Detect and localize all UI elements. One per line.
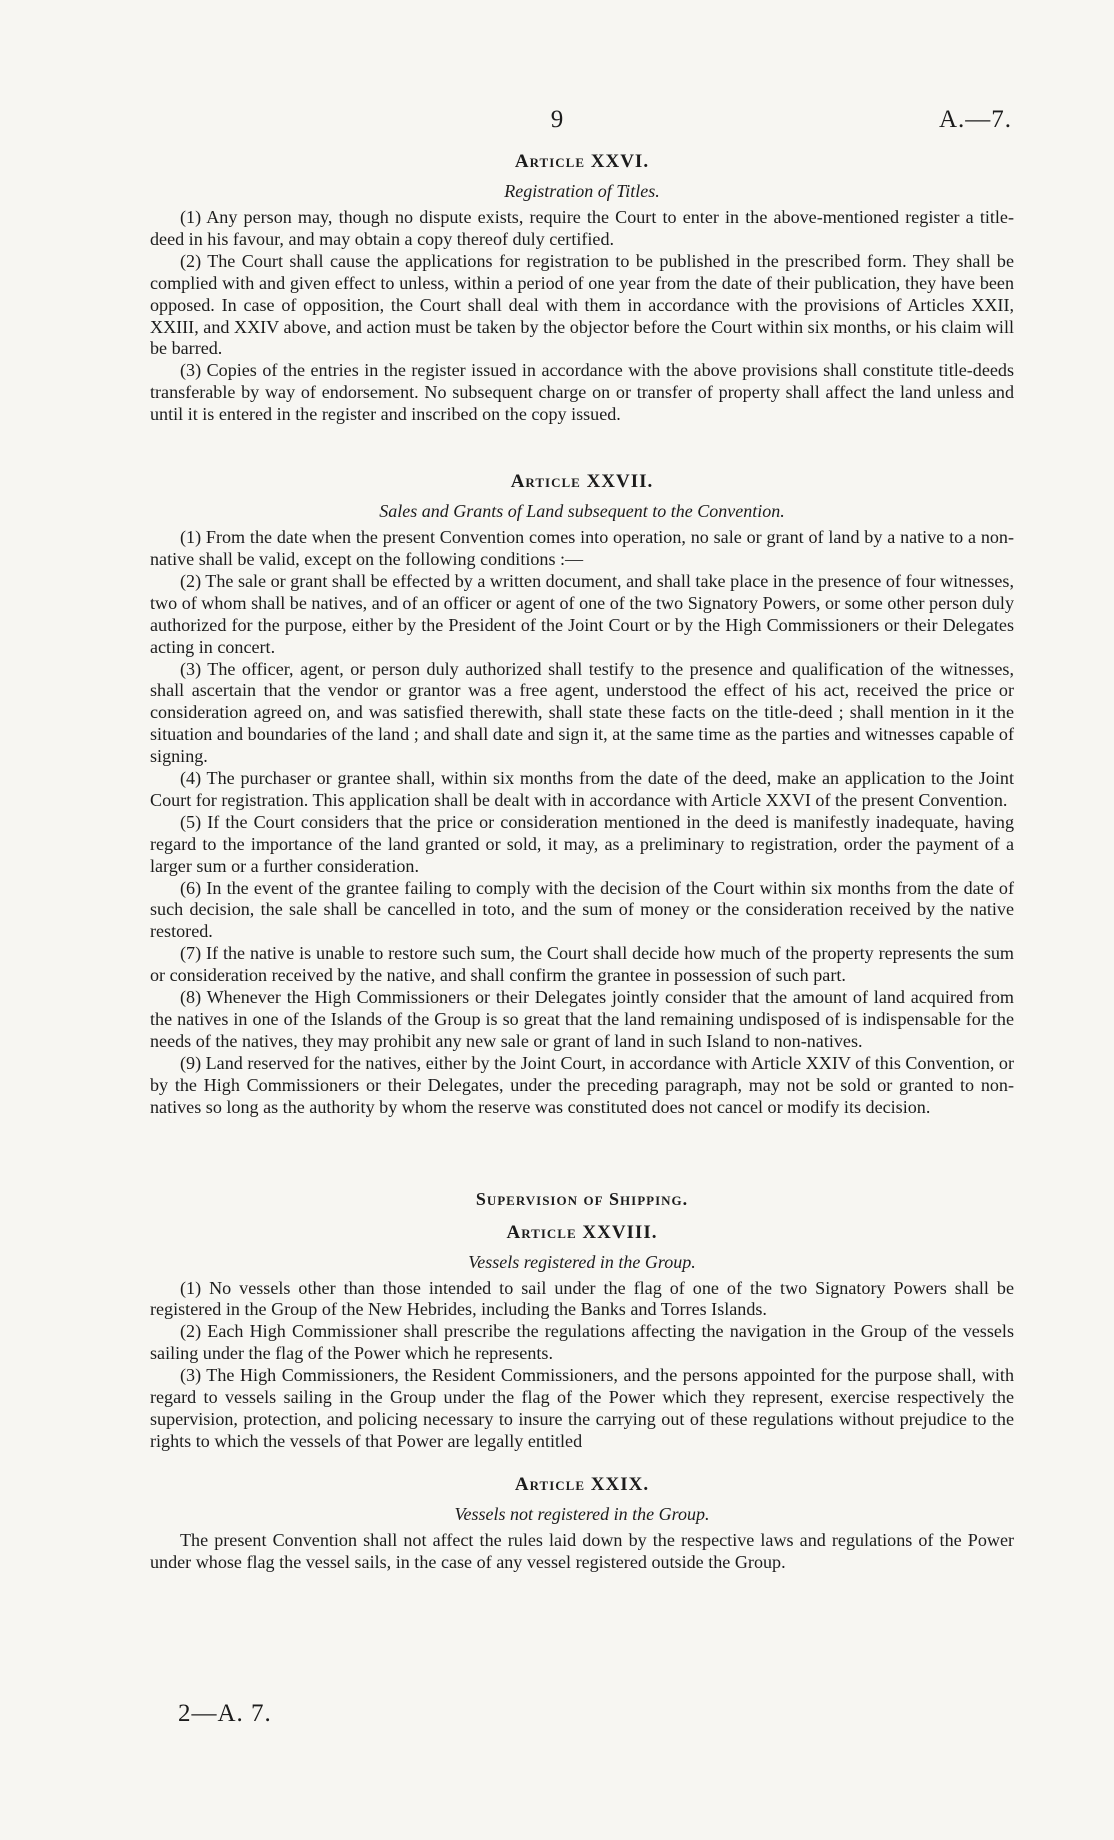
article-27-para-1: (1) From the date when the present Convention comes into operation, no sale or grant of land by a native to a non-native shall be valid, except on the following conditions :— <box>150 527 1014 569</box>
article-26 <box>150 150 1014 426</box>
page-header <box>0 106 1114 136</box>
article-27-para-8: (8) Whenever the High Commissioners or their Delegates jointly consider that the amount of land acquired from the natives in one of the Islands of the Group is so great that the land remaining undisposed of is indispensable for the needs of the natives, they may prohibit any new sale or grant of land in such Island to non-natives. <box>150 987 1014 1051</box>
article-27-para-2: (2) The sale or grant shall be effected by a written document, and shall take place in the presence of four witnesses, two of whom shall be natives, and of an officer or agent of one of the two Signatory Powers, or some other person duly authorized for the purpose, either by the President of the Joint Court or by the High Commissioners or their Delegates acting in concert. <box>150 570 1014 657</box>
article-title: Article XXVI. <box>514 151 650 172</box>
article-title: Article XXVII. <box>510 471 654 493</box>
article-28-para-1: (1) No vessels other than those intended to sail under the flag of one of the two Signatory Powers shall be registered in the Group of the New Hebrides, including the Banks and Torres Islands. <box>150 1277 1014 1320</box>
article-title: Article XXVIII. <box>506 1221 658 1243</box>
article-subtitle: Vessels registered in the Group. <box>468 1251 696 1272</box>
article-27-para-4: (4) The purchaser or grantee shall, within six months from the date of the deed, make an application to the Joint Court for registration. This application shall be dealt with in accordance with Article XXVI of the present Convention. <box>150 768 1014 810</box>
supervision-of-shipping <box>150 1187 1014 1574</box>
article-title: Article XXIX. <box>514 1473 650 1495</box>
article-27-para-6: (6) In the event of the grantee failing to comply with the decision of the Court within six months from the date of such decision, the sale shall be cancelled in toto, and the sum of money or the consideration received by the native restored. <box>150 877 1014 942</box>
series-reference: A.—7. <box>938 106 1012 133</box>
article-26-para-1: (1) Any person may, though no dispute exists, require the Court to enter in the above-mentioned register a title-deed in his favour, and may obtain a copy thereof duly certified. <box>150 207 1014 249</box>
article-26-para-3: (3) Copies of the entries in the register issued in accordance with the above provisions shall constitute title-deeds transferable by way of endorsement. No subsequent charge on or transfer of property shall affect the land unless and until it is entered in the register and inscribed on the copy issued. <box>150 360 1014 425</box>
article-28-para-2: (2) Each High Commissioner shall prescribe the regulations affecting the navigation in the Group of the vessels sailing under the flag of the Power which he represents. <box>150 1321 1014 1364</box>
article-subtitle: Sales and Grants of Land subsequent to the Convention. <box>379 501 785 522</box>
article-subtitle: Vessels not registered in the Group. <box>454 1503 710 1524</box>
article-27-para-5: (5) If the Court considers that the price or consideration mentioned in the deed is manifestly inadequate, having regard to the importance of the land granted or sold, it may, as a preliminary to registration, order the payment of a larger sum or a further consideration. <box>150 811 1014 876</box>
article-29-para-1: The present Convention shall not affect the rules laid down by the respective laws and regulations of the Power under whose flag the vessel sails, in the case of any vessel registered outside the Group. <box>150 1529 1014 1572</box>
page-number: 9 <box>550 106 564 133</box>
article-subtitle: Registration of Titles. <box>504 181 660 201</box>
article-27-para-3: (3) The officer, agent, or person duly authorized shall testify to the presence and qualification of the witnesses, shall ascertain that the vendor or grantor was a free agent, understood the effect of his act, received the price or consideration agreed on, and was satisfied therewith, shall state these facts on the title-deed ; shall mention in it the situation and boundaries of the land ; and shall date and sign it, at the same time as the parties and witnesses capable of signing. <box>150 658 1014 767</box>
article-27-para-7: (7) If the native is unable to restore such sum, the Court shall decide how much of the property represents the sum or consideration received by the native, and shall confirm the grantee in possession of such part. <box>150 943 1014 986</box>
footer-series-reference: 2—A. 7. <box>178 1700 272 1727</box>
article-26-para-2: (2) The Court shall cause the applications for registration to be published in the prescribed form. They shall be complied with and given effect to unless, within a period of one year from the date of their publication, they have been opposed. In case of opposition, the Court shall deal with them in accordance with the provisions of Articles XXII, XXIII, and XXIV above, and action must be taken by the objector before the Court within six months, or his claim will be barred. <box>150 250 1014 359</box>
document-body <box>150 150 1014 1574</box>
article-27 <box>150 470 1014 1118</box>
article-28-para-3: (3) The High Commissioners, the Resident Commissioners, and the persons appointed for the purpose shall, with regard to vessels sailing in the Group under the flag of the Power which they represent, exercise respectively the supervision, protection, and policing necessary to insure the carrying out of these regulations without prejudice to the rights to which the vessels of that Power are legally entitled <box>150 1365 1014 1451</box>
section-heading: Supervision of Shipping. <box>475 1188 689 1209</box>
article-27-para-9: (9) Land reserved for the natives, either by the Joint Court, in accordance with Article XXIV of this Convention, or by the High Commissioners or their Delegates, under the preceding paragraph, may not be sold or granted to non-natives so long as the authority by whom the reserve was constituted does not cancel or modify its decision. <box>150 1052 1014 1117</box>
